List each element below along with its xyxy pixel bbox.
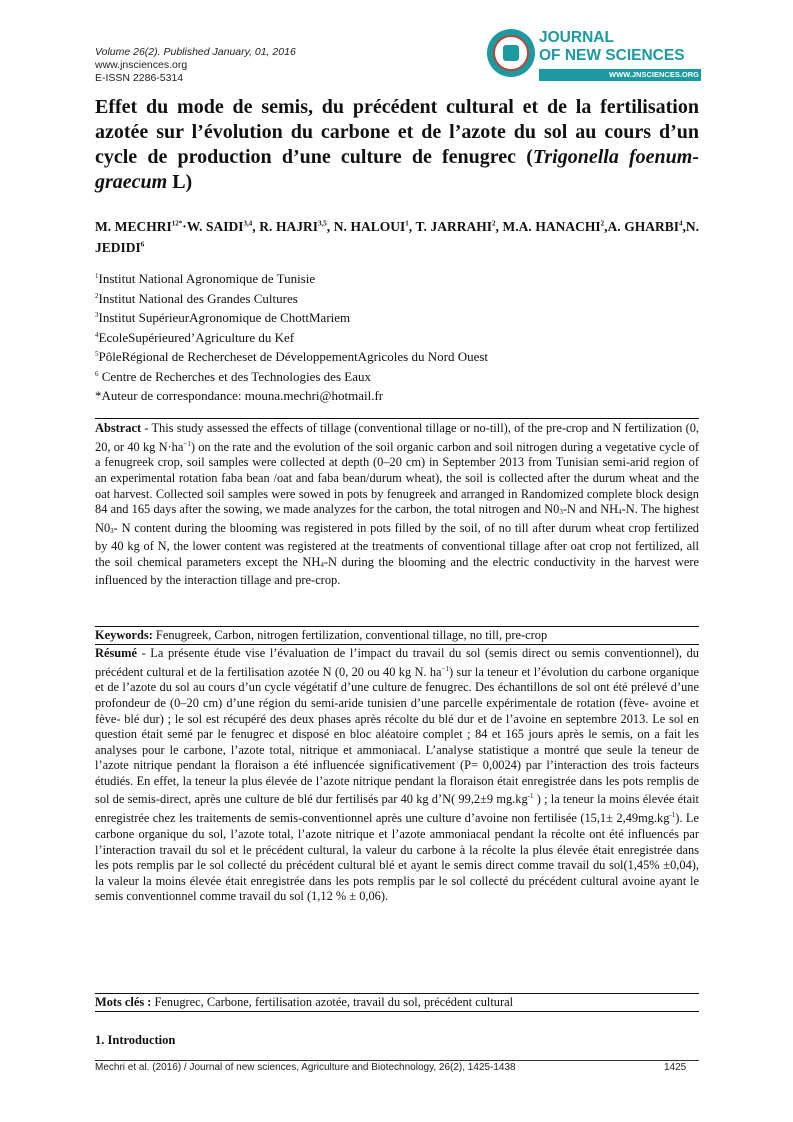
logo-line-2: OF NEW SCIENCES	[539, 47, 685, 64]
affiliation-item: $^5$PôleRégional de Rechercheset de DéveloppementAgricoles du Nord Ouest	[95, 349, 489, 364]
title-end: L)	[167, 171, 193, 193]
website-line[interactable]: www.jnsciences.org	[95, 59, 188, 71]
resume-label: Résumé	[95, 646, 137, 660]
affiliation-item: $^1$Institut National Agronomique de Tunisie	[95, 271, 316, 286]
divider	[95, 626, 699, 627]
mots-cles-line: Mots clés : Fenugrec, Carbone, fertilisation azotée, travail du sol, précédent cultural	[95, 995, 514, 1009]
affiliation-item: $^2$Institut National des Grandes Cultures	[95, 290, 298, 306]
keywords-line: Keywords: Fenugreek, Carbon, nitrogen fertilization, conventional tillage, no till, pre-crop	[95, 628, 548, 642]
divider	[95, 1011, 699, 1012]
affiliation-list	[95, 268, 488, 385]
journal-seal-icon	[487, 29, 535, 77]
article-title	[95, 95, 699, 195]
section-heading: 1. Introduction	[95, 1033, 176, 1047]
author: N. JEDIDI$^6$	[95, 218, 699, 255]
page-number: 1425	[664, 1062, 687, 1073]
mots-cles-label: Mots clés :	[95, 995, 152, 1009]
keywords-label: Keywords:	[95, 628, 153, 642]
logo-line-1: JOURNAL	[539, 29, 614, 46]
title-species: Trigonella foenum-graecum	[95, 146, 699, 193]
author: T. JARRAHI$^2$,	[415, 218, 503, 234]
divider	[95, 993, 699, 994]
logo-url: WWW.JNSCIENCES.ORG	[608, 70, 699, 79]
issn-line: E-ISSN 2286-5314	[95, 72, 184, 84]
divider	[95, 418, 699, 419]
volume-line: Volume 26(2). Published January, 01, 2016	[95, 46, 296, 58]
divider	[95, 644, 699, 645]
corresponding-author[interactable]: *Auteur de correspondance: mouna.mechri@hotmail.fr	[95, 388, 384, 403]
author: M. $MECHRI^{12*}\cdot$	[95, 218, 187, 234]
author: W. SAIDI$^{3,4}$,	[186, 218, 260, 234]
abstract-paragraph: Abstract - This study assessed the effects of tillage (conventional tillage or no-till), of the pre-crop and N fertilization (0, 20, or 40 kg $N\cdot ha^{-1}$) on the rate and the evolution of the soil organic carbon and soil nitrogen during a vegetative cycle of a fenugreek crop, soil samples were collected at depth (0–20 cm) in September 2013 from Tunisian semi-arid region of an experimental rotation faba bean /oat and faba bean/durum wheat), the soil is collected after the durum wheat and the oat harvest. Collected soil samples were sowed in pots by fenugreek and arranged in Randomized complete block design 84 and 165 days after the sowing, we made analyzes for the carbon, the total nitrogen and $N0_3-N$ and $NH_4-N$. The highest $N0_3-$ N content during the blooming was registered in pots filled by the soil, of no till after durum wheat crop fertilized by 40 kg of N, the lower content was registered at the treatments of conventional tillage after oat crop not fertilized, all the soil chemical parameters except the $NH_4-N$ during the blooming and the electric conductivity in the harvest were influenced by the interaction tillage and pre-crop.	[95, 421, 700, 588]
footer-divider	[95, 1060, 699, 1061]
footer-citation: Mechri et al. (2016) / Journal of new sciences, Agriculture and Biotechnology, 26(2), 1425-1438	[95, 1062, 516, 1073]
affiliation-item: $^6$ Centre de Recherches et des Technologies des Eaux	[95, 368, 371, 384]
affiliation-item: $^4$EcoleSupérieured’Agriculture du Kef	[95, 329, 295, 345]
author-list	[95, 214, 699, 257]
affiliation-item: $^3$Institut SupérieurAgronomique de ChottMariem	[95, 310, 351, 325]
title-main: Effet du mode de semis, du précédent cultural et de la fertilisation azotée sur l’évolution du carbone et de l’azote du sol au cours d’un cycle de production d’une culture de fenugrec (	[95, 96, 699, 168]
resume-paragraph: Résumé - La présente étude vise l’évaluation de l’impact du travail du sol (semis direct ou semis conventionnel), du précédent cultural et de la fertilisation azotée N (0, 20 ou 40 kg N. $ha^{-1}$) sur la teneur et l’évolution du carbone organique et de l’azote du sol au cours d’un cycle végétatif d’une culture de fenugrec. Des échantillons de sol ont été prélevé d’une profondeur de (0–20 cm) d’une région du semi-aride tunisien d’une parcelle expérimentale de rotation (fève- avoine et fève- blé dur) ; le sol est récupéré des deux phases après récolte du blé dur et de l’avoine en septembre 2013. Le sol en question était semé par le fenugrec et disposé en bloc aléatoire complet ; 84 et 165 jours après le semis, on a fait les analyses pour le carbone, l’azote total, nitrique et ammoniacal. L’analyse statistique a montré que seule la teneur de l’azote nitrique pendant la floraison a été influencée significativement (P= 0,0024) par l’interaction des trois facteurs étudiés. En effet, la teneur la plus élevée de l’azote nitrique pendant la floraison était enregistrée dans les pots remplis de sol de semis-direct, après une culture de blé dur fertilisés par 40 kg d’N( 99,2±9 $mg.kg^{-1}$ ) ; la teneur la moins élevée était enregistrée chez les traitements de semis-conventionnel après une culture d’avoine non fertilisée $(15,1\pm 2,49mg.kg^{-1})$. Le carbone organique du sol, l’azote total, l’azote nitrique et l’azote ammoniacal pendant la récolte ont été influencés par l’interaction travail du sol et le précédent cultural, la valeur du carbone à la récolte la plus élevée était enregistrée dans les pots remplis par le sol collecté du précédent cultural blé et ayant le semis direct comme travail du sol(1,45% ±0,04), la valeur la moins élevée était enregistrée dans les pots remplis par le sol collecté du précédent cultural avoine ayant le semis conventionnel comme travail du sol (1,12 % ± 0,06).	[95, 646, 700, 904]
abstract-label: Abstract	[95, 421, 142, 435]
issue-header	[95, 46, 296, 85]
author: M.A. HANACHI$^2$,	[502, 218, 608, 234]
author: R. HAJRI$^{3,5}$,	[259, 218, 334, 234]
author: A. GHARBI$^4$,	[607, 218, 686, 234]
author: N. HALOUI$^1$,	[333, 218, 416, 234]
journal-logo	[487, 27, 702, 92]
